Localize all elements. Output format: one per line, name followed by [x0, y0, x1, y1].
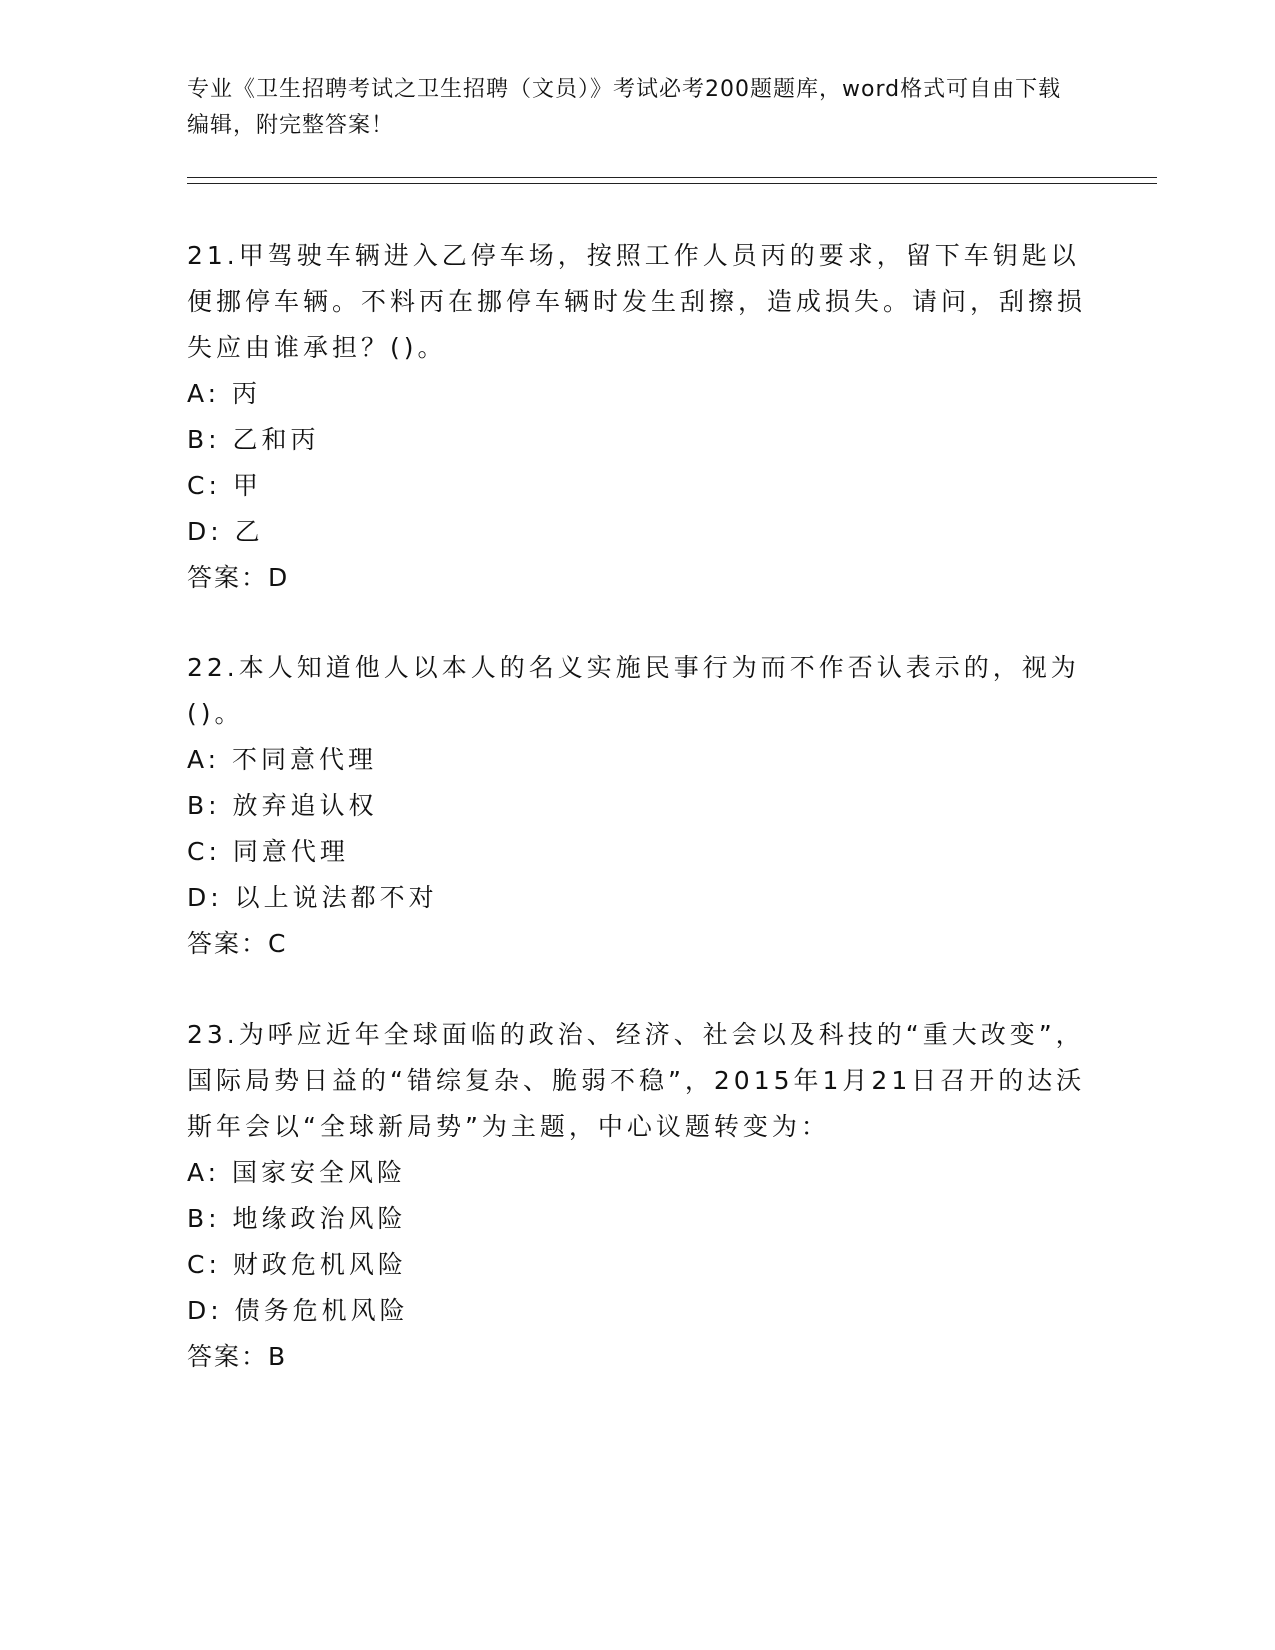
option-b: B: 地缘政治风险 [187, 1204, 407, 1233]
header-rule-top [187, 177, 1157, 178]
option-d: D: 以上说法都不对 [187, 883, 438, 912]
question-stem: 22.本人知道他人以本人的名义实施民事行为而不作否认表示的，视为()。 [187, 653, 1080, 728]
question-22 [187, 645, 1087, 967]
document-header: 专业《卫生招聘考试之卫生招聘（文员）》考试必考200题题库，word格式可自由下载编辑，附完整答案！ [187, 77, 1062, 138]
question-stem: 23.为呼应近年全球面临的政治、经济、社会以及科技的“重大改变”，国际局势日益的“错综复杂、脆弱不稳”，2015年1月21日召开的达沃斯年会以“全球新局势”为主题，中心议题转变为： [187, 1020, 1086, 1141]
option-c: C: 财政危机风险 [187, 1250, 407, 1279]
question-21 [187, 233, 1087, 601]
header-rule-bottom [187, 183, 1157, 184]
option-b: B: 乙和丙 [187, 425, 320, 454]
option-d: D: 乙 [187, 517, 264, 546]
option-a: A: 国家安全风险 [187, 1158, 407, 1187]
answer: 答案：C [187, 929, 288, 958]
option-b: B: 放弃追认权 [187, 791, 378, 820]
option-a: A: 丙 [187, 379, 262, 408]
option-d: D: 债务危机风险 [187, 1296, 409, 1325]
question-stem: 21.甲驾驶车辆进入乙停车场，按照工作人员丙的要求，留下车钥匙以便挪停车辆。不料丙在挪停车辆时发生刮擦，造成损失。请问，刮擦损失应由谁承担？()。 [187, 241, 1087, 362]
option-a: A: 不同意代理 [187, 745, 378, 774]
option-c: C: 甲 [187, 471, 262, 500]
question-23 [187, 1012, 1087, 1380]
answer: 答案：D [187, 563, 290, 592]
option-c: C: 同意代理 [187, 837, 349, 866]
answer: 答案：B [187, 1342, 288, 1371]
